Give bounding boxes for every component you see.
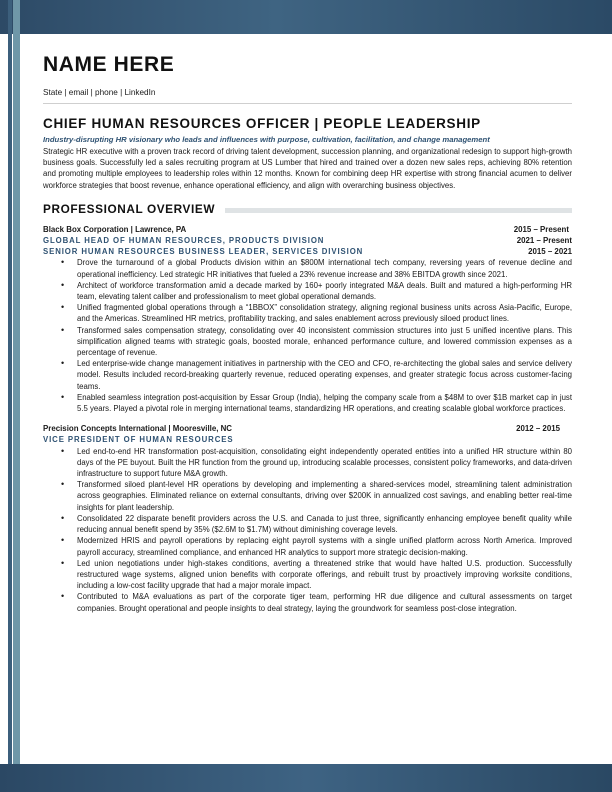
role-dates: 2015 – 2021 bbox=[528, 247, 572, 257]
achievement-bullet: • Enabled seamless integration post-acquisition by Essar Group (India), helping the company scale from a $48M to over $1B market cap in just 5.5 years. Played a pivotal role in merging international teams, standardizing HR operations, and creating scalable global workforce practices. bbox=[77, 392, 572, 414]
job-entry bbox=[43, 423, 572, 613]
achievement-bullet: • Modernized HRIS and payroll operations by replacing eight payroll systems with a single unified platform across North America. Improved payroll accuracy, streamlined compliance, and enhanced HR analytics to support more strategic decision-making. bbox=[77, 535, 572, 557]
role-dates: 2021 – Present bbox=[516, 236, 572, 246]
section-divider-bar bbox=[225, 208, 572, 213]
left-accent-bar-dark bbox=[8, 0, 12, 792]
candidate-name: NAME HERE bbox=[43, 53, 175, 76]
section-header-experience bbox=[43, 202, 572, 217]
resume-content bbox=[43, 52, 572, 614]
role-title: SENIOR HUMAN RESOURCES BUSINESS LEADER, SERVICES DIVISION bbox=[43, 247, 364, 257]
job-entry bbox=[43, 224, 572, 414]
headline-tagline: Industry-disrupting HR visionary who leads and influences with purpose, cultivation, facilitation, and change management bbox=[43, 135, 490, 144]
employer-row bbox=[43, 423, 572, 434]
achievement-bullet: • Architect of workforce transformation amid a decade marked by 160+ poorly integrated M&A deals. Built and matured a high-performing HR team, elevating talent caliber and professionalism to meet global operational demands. bbox=[77, 280, 572, 302]
achievement-bullet: • Led union negotiations under high-stakes conditions, averting a threatened strike that would have halted U.S. production. Successfully restructured wage systems, aligned union benefits with corporate offerings, and rebuilt trust by proactively improving worksite conditions, including a low-cost facility upgrade that had a major morale impact. bbox=[77, 558, 572, 592]
achievement-bullet: • Consolidated 22 disparate benefit providers across the U.S. and Canada to just three, significantly enhancing employee benefit quality while reducing annual benefit spend by 35% ($2.6M to $1.7M) without diminishing coverage levels. bbox=[77, 513, 572, 535]
role-title: VICE PRESIDENT OF HUMAN RESOURCES bbox=[43, 435, 234, 445]
contact-line: State | email | phone | LinkedIn bbox=[43, 88, 156, 97]
headline-title: CHIEF HUMAN RESOURCES OFFICER | PEOPLE LEADERSHIP bbox=[43, 116, 481, 131]
section-title: PROFESSIONAL OVERVIEW bbox=[43, 201, 216, 216]
role-row bbox=[43, 434, 572, 445]
achievement-bullet: • Led end-to-end HR transformation post-acquisition, consolidating eight independently operated entities into a unified HR structure within 80 days of the PE buyout. Built the HR function from the ground up, introducing scalable processes, consistent policy frameworks, and data-driven infrastructure to support future M&A growth. bbox=[77, 446, 572, 480]
employer-dates: 2015 – Present bbox=[513, 224, 569, 234]
header-divider bbox=[43, 103, 572, 104]
achievement-bullet: • Drove the turnaround of a global Products division within an $800M international tech company, reversing years of revenue decline and operational inefficiency. Led strategic HR initiatives that fueled a 23% revenue increase and 38% EBITDA growth since 2021. bbox=[77, 257, 572, 279]
left-accent-bar-light bbox=[13, 0, 20, 792]
achievement-list bbox=[43, 446, 572, 614]
achievement-list bbox=[43, 257, 572, 414]
summary-paragraph: Strategic HR executive with a proven track record of driving talent development, succession planning, and organizational redesign to support high-growth business goals. Successfully led a sales recruiting program at US Lumber that hired and trained over a dozen new sales reps, achieving 80% retention and promoting multiple employees to leadership roles within 12 months. Known for combining deep HR expertise with strong financial acumen to deliver workforce strategies that boost revenue, enhance operational efficiency, and align with overarching business objectives. bbox=[43, 147, 572, 190]
employer-row bbox=[43, 224, 572, 235]
role-title: GLOBAL HEAD OF HUMAN RESOURCES, PRODUCTS DIVISION bbox=[43, 236, 325, 246]
bottom-decorative-band bbox=[0, 764, 612, 792]
achievement-bullet: • Transformed sales compensation strategy, consolidating over 40 inconsistent commission structures into just 5 unified incentive plans. This simplification aligned teams with strategic goals, boosted morale, enhanced performance culture, and lowered commission expenses as a percentage of revenue. bbox=[77, 325, 572, 359]
role-row bbox=[43, 246, 572, 257]
employer-name: Black Box Corporation | Lawrence, PA bbox=[43, 224, 187, 234]
employer-name: Precision Concepts International | Mooresville, NC bbox=[43, 424, 232, 434]
achievement-bullet: • Transformed siloed plant-level HR operations by developing and implementing a shared-services model, streamlining talent administration across geographies. Eliminated reliance on external consultants, driving over $200K in annualized cost savings, and enabling better real-time insights for plant leadership. bbox=[77, 479, 572, 513]
achievement-bullet: • Contributed to M&A evaluations as part of the corporate tiger team, performing HR due diligence and cultural assessments on target companies. Brought operational and people insights to deal strategy, laying the groundwork for seamless post-close integration. bbox=[77, 591, 572, 613]
achievement-bullet: • Led enterprise-wide change management initiatives in partnership with the CEO and CFO, re-architecting the global sales and service delivery model. Results included record-breaking quarterly revenue, reduced operating expenses, and greater strategic focus across customer-facing teams. bbox=[77, 358, 572, 392]
top-decorative-band bbox=[0, 0, 612, 34]
employer-dates: 2012 – 2015 bbox=[516, 424, 560, 434]
achievement-bullet: • Unified fragmented global operations through a “1BBOX” consolidation strategy, aligning regional business units across Asia-Pacific, Europe, and the Americas. Streamlined HR metrics, profitability tracking, and sales enablement across previously siloed product lines. bbox=[77, 302, 572, 324]
role-row bbox=[43, 235, 572, 246]
